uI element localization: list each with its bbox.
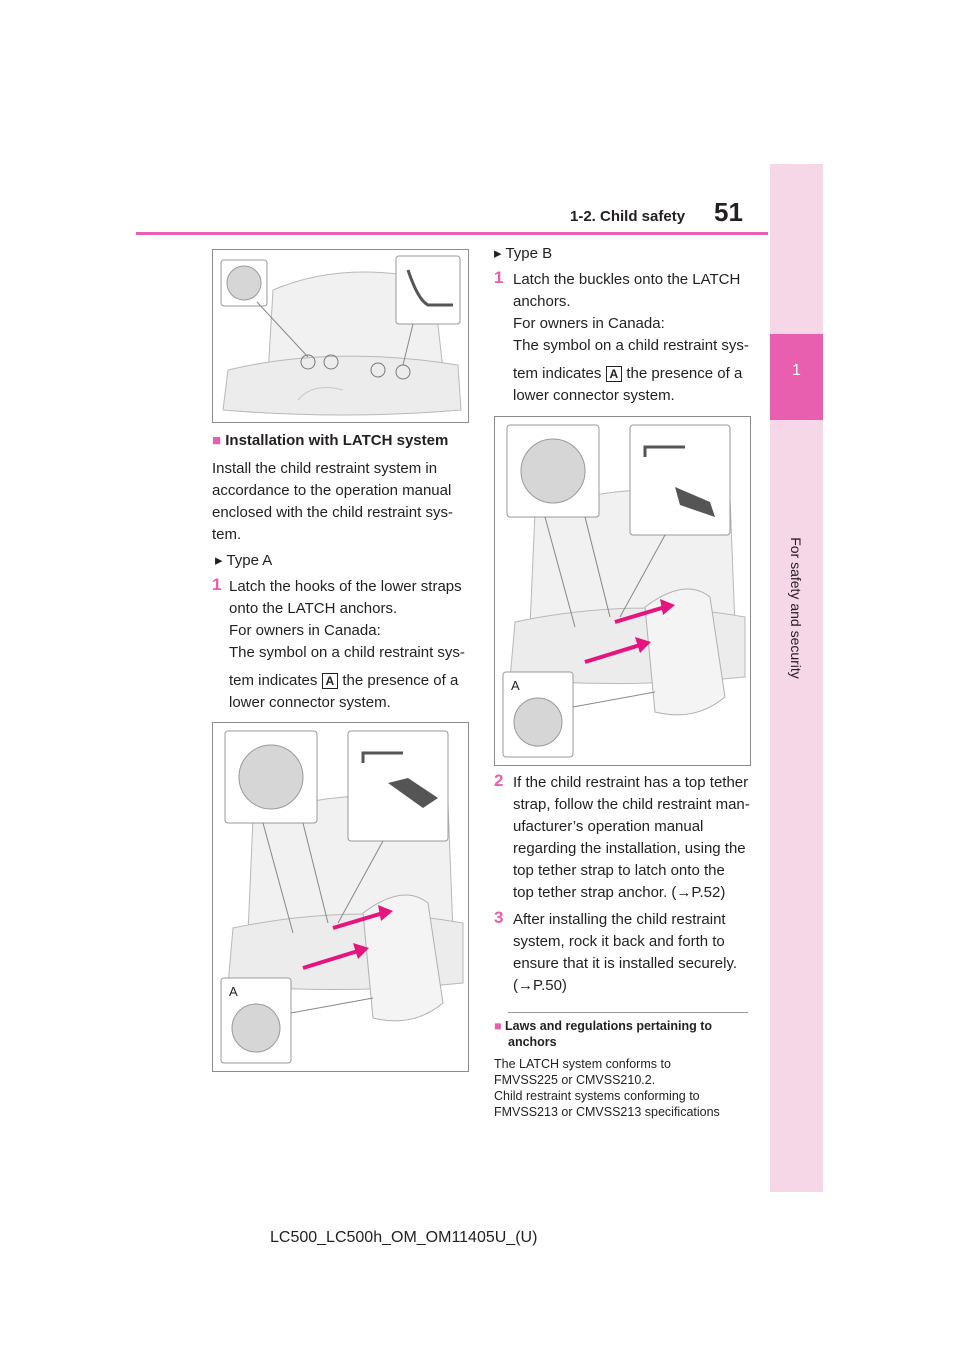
note-heading: ■ Laws and regulations pertaining to anchors [494,1019,713,1049]
chapter-number: 1 [792,362,801,379]
step-number: 2 [494,771,504,790]
intro-paragraph: Install the child restraint system in accordance to the operation manual enclosed with the child restraint sys- tem. [212,460,453,543]
figure-latch-anchors [212,249,469,423]
step-1-text: Latch the hooks of the lower straps onto the LATCH anchors. For owners in Canada: The symbol on a child restraint sys- tem indicates A the presence of a lower connector system. [229,578,465,711]
section-title: 1-2. Child safety [570,208,686,225]
heading-square-bullet: ■ [212,432,222,449]
label-box-a: A [322,673,339,689]
figure-callout-a: A [511,678,520,693]
step-number: 1 [494,268,504,287]
note-body: The LATCH system conforms to FMVSS225 or CMVSS210.2. Child restraint systems conforming to FMVSS213 or CMVSS213 specifications [494,1057,720,1119]
chapter-label: For safety and security [788,537,804,679]
note-divider [508,1012,748,1013]
document-code: LC500_LC500h_OM_OM11405U_(U) [270,1229,538,1246]
step-number: 1 [212,575,222,594]
heading-text: Installation with LATCH system [225,432,449,449]
figure-type-b [494,416,751,766]
page-number: 51 [714,197,743,227]
figure-type-a [212,722,469,1072]
step-number: 3 [494,908,504,927]
header-rule [136,232,768,235]
step-1-text: Latch the buckles onto the LATCH anchors. For owners in Canada: The symbol on a child restraint sys- tem indicates A the presence of a lower connector system. [513,271,749,404]
heading-square-bullet: ■ [494,1019,502,1033]
label-box-a: A [606,366,623,382]
section-heading [212,430,448,452]
type-a-label: ▸ Type A [215,552,273,569]
figure-callout-a: A [229,984,238,999]
triangle-bullet-icon: ▸ [494,245,502,262]
type-b-label: ▸ Type B [494,245,553,262]
triangle-bullet-icon: ▸ [215,552,223,569]
step-2-text: If the child restraint has a top tether strap, follow the child restraint man- ufacturer’s operation manual regarding the installation, using the top tether strap to latch onto the top tether strap anchor. (→P.52) [513,774,750,901]
step-3-text: After installing the child restraint system, rock it back and forth to ensure that it is installed securely. (→P.50) [513,911,737,994]
